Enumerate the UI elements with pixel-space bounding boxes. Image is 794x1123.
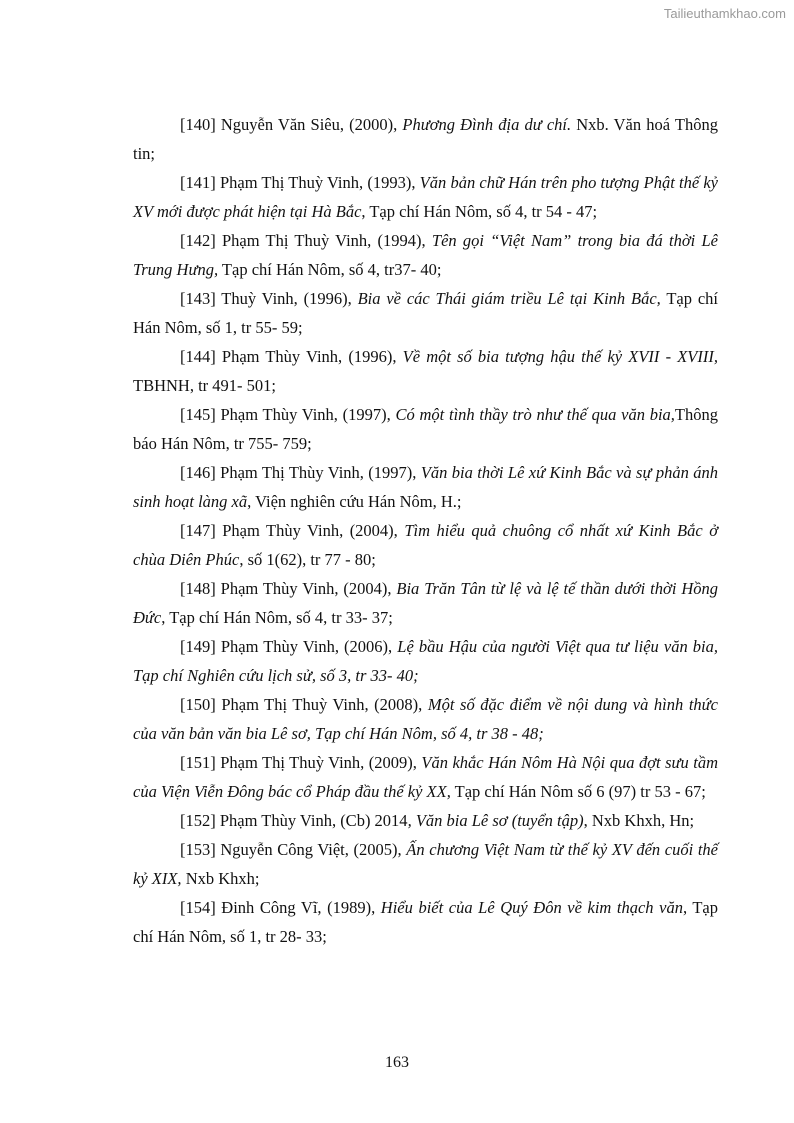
- reference-title: Một số đặc điểm về nội dung và hình thức của văn bản văn bia Lê sơ, Tạp chí Hán Nôm, số 4, tr 38 - 48;: [133, 695, 718, 743]
- reference-title: , Văn bia Lê sơ (tuyển tập): [407, 811, 584, 830]
- reference-authors: [140] Nguyễn Văn Siêu, (2000),: [180, 115, 403, 134]
- reference-item: [133, 748, 718, 806]
- reference-title: Lệ bầu Hậu của người Việt qua tư liệu văn bia, Tạp chí Nghiên cứu lịch sử, số 3, tr 33- 40;: [133, 637, 718, 685]
- reference-authors: [144] Phạm Thùy Vinh, (1996),: [180, 347, 403, 366]
- reference-list: [133, 110, 718, 951]
- reference-item: [133, 893, 718, 951]
- reference-item: [133, 168, 718, 226]
- reference-title: Văn bản chữ Hán trên pho tượng Phật thế kỷ XV mới được phát hiện tại Hà Bắc: [133, 173, 718, 221]
- reference-title: Có một tình thầy trò như thế qua văn bia,: [395, 405, 675, 424]
- reference-item: [133, 574, 718, 632]
- reference-source: TBHNH, tr 491- 501;: [133, 376, 276, 395]
- reference-source: , Viện nghiên cứu Hán Nôm, H.;: [247, 492, 462, 511]
- reference-authors: [142] Phạm Thị Thuỳ Vinh, (1994),: [180, 231, 432, 250]
- reference-item: [133, 110, 718, 168]
- reference-authors: [146] Phạm Thị Thùy Vinh, (1997),: [180, 463, 421, 482]
- reference-title: Phương Đình địa dư chí.: [402, 115, 572, 134]
- reference-authors: [143] Thuỳ Vinh, (1996),: [180, 289, 358, 308]
- reference-authors: [148] Phạm Thùy Vinh, (2004),: [180, 579, 397, 598]
- reference-item: [133, 226, 718, 284]
- reference-authors: [151] Phạm Thị Thuỳ Vinh, (2009),: [180, 753, 422, 772]
- reference-source: , số 1(62), tr 77 - 80;: [239, 550, 376, 569]
- reference-source: , Tạp chí Hán Nôm, số 1, tr 28- 33;: [133, 898, 719, 946]
- reference-item: [133, 632, 718, 690]
- reference-item: [133, 458, 718, 516]
- reference-source: Nxb. Văn hoá Thông tin;: [133, 115, 718, 163]
- reference-item: [133, 400, 718, 458]
- reference-title: Bia Trăn Tân từ lệ và lệ tế thần dưới thời Hồng Đức: [133, 579, 718, 627]
- reference-authors: [153] Nguyễn Công Việt, (2005),: [180, 840, 407, 859]
- reference-item: [133, 806, 718, 835]
- reference-source: Nxb Khxh;: [181, 869, 260, 888]
- reference-authors: [149] Phạm Thùy Vinh, (2006),: [180, 637, 398, 656]
- reference-item: [133, 690, 718, 748]
- reference-authors: [141] Phạm Thị Thuỳ Vinh, (1993),: [180, 173, 420, 192]
- reference-source: Tạp chí Hán Nôm, số 1, tr 55- 59;: [133, 289, 718, 337]
- reference-source: , Nxb Khxh, Hn;: [583, 811, 695, 830]
- reference-authors: [154] Đinh Công Vĩ, (1989),: [180, 898, 381, 917]
- reference-source: , Tạp chí Hán Nôm, số 4, tr 33- 37;: [161, 608, 393, 627]
- reference-source: Tạp chí Hán Nôm số 6 (97) tr 53 - 67;: [450, 782, 706, 801]
- reference-title: Hiểu biết của Lê Quý Đôn về kim thạch văn: [380, 898, 683, 917]
- reference-authors: [150] Phạm Thị Thuỳ Vinh, (2008),: [180, 695, 428, 714]
- reference-source: Tạp chí Hán Nôm, số 4, tr37- 40;: [218, 260, 442, 279]
- reference-item: [133, 835, 718, 893]
- reference-title: Văn bia thời Lê xứ Kinh Bắc và sự phản ánh sinh hoạt làng xã: [133, 463, 718, 511]
- watermark: Tailieuthamkhao.com: [663, 6, 786, 21]
- reference-authors: [147] Phạm Thùy Vinh, (2004),: [180, 521, 405, 540]
- reference-title: Ấn chương Việt Nam từ thế kỷ XV đến cuối thế kỷ XIX,: [133, 840, 718, 888]
- reference-title: Về một số bia tượng hậu thế kỷ XVII - XVIII,: [402, 347, 718, 366]
- reference-authors: [152] Phạm Thùy Vinh, (Cb) 2014: [180, 811, 408, 830]
- reference-authors: [145] Phạm Thùy Vinh, (1997),: [180, 405, 396, 424]
- reference-item: [133, 342, 718, 400]
- reference-source: , Tạp chí Hán Nôm, số 4, tr 54 - 47;: [361, 202, 598, 221]
- reference-item: [133, 516, 718, 574]
- reference-title: Văn khắc Hán Nôm Hà Nội qua đợt sưu tầm của Viện Viễn Đông bác cổ Pháp đầu thế kỷ XX,: [133, 753, 718, 801]
- reference-title: Tên gọi “Việt Nam” trong bia đá thời Lê Trung Hưng,: [133, 231, 719, 279]
- reference-title: Tìm hiểu quả chuông cổ nhất xứ Kinh Bắc ở chùa Diên Phúc: [133, 521, 718, 569]
- reference-item: [133, 284, 718, 342]
- page-number: 163: [385, 1054, 409, 1071]
- reference-title: Bia về các Thái giám triều Lê tại Kinh Bắc,: [357, 289, 661, 308]
- reference-source: Thông báo Hán Nôm, tr 755- 759;: [133, 405, 718, 453]
